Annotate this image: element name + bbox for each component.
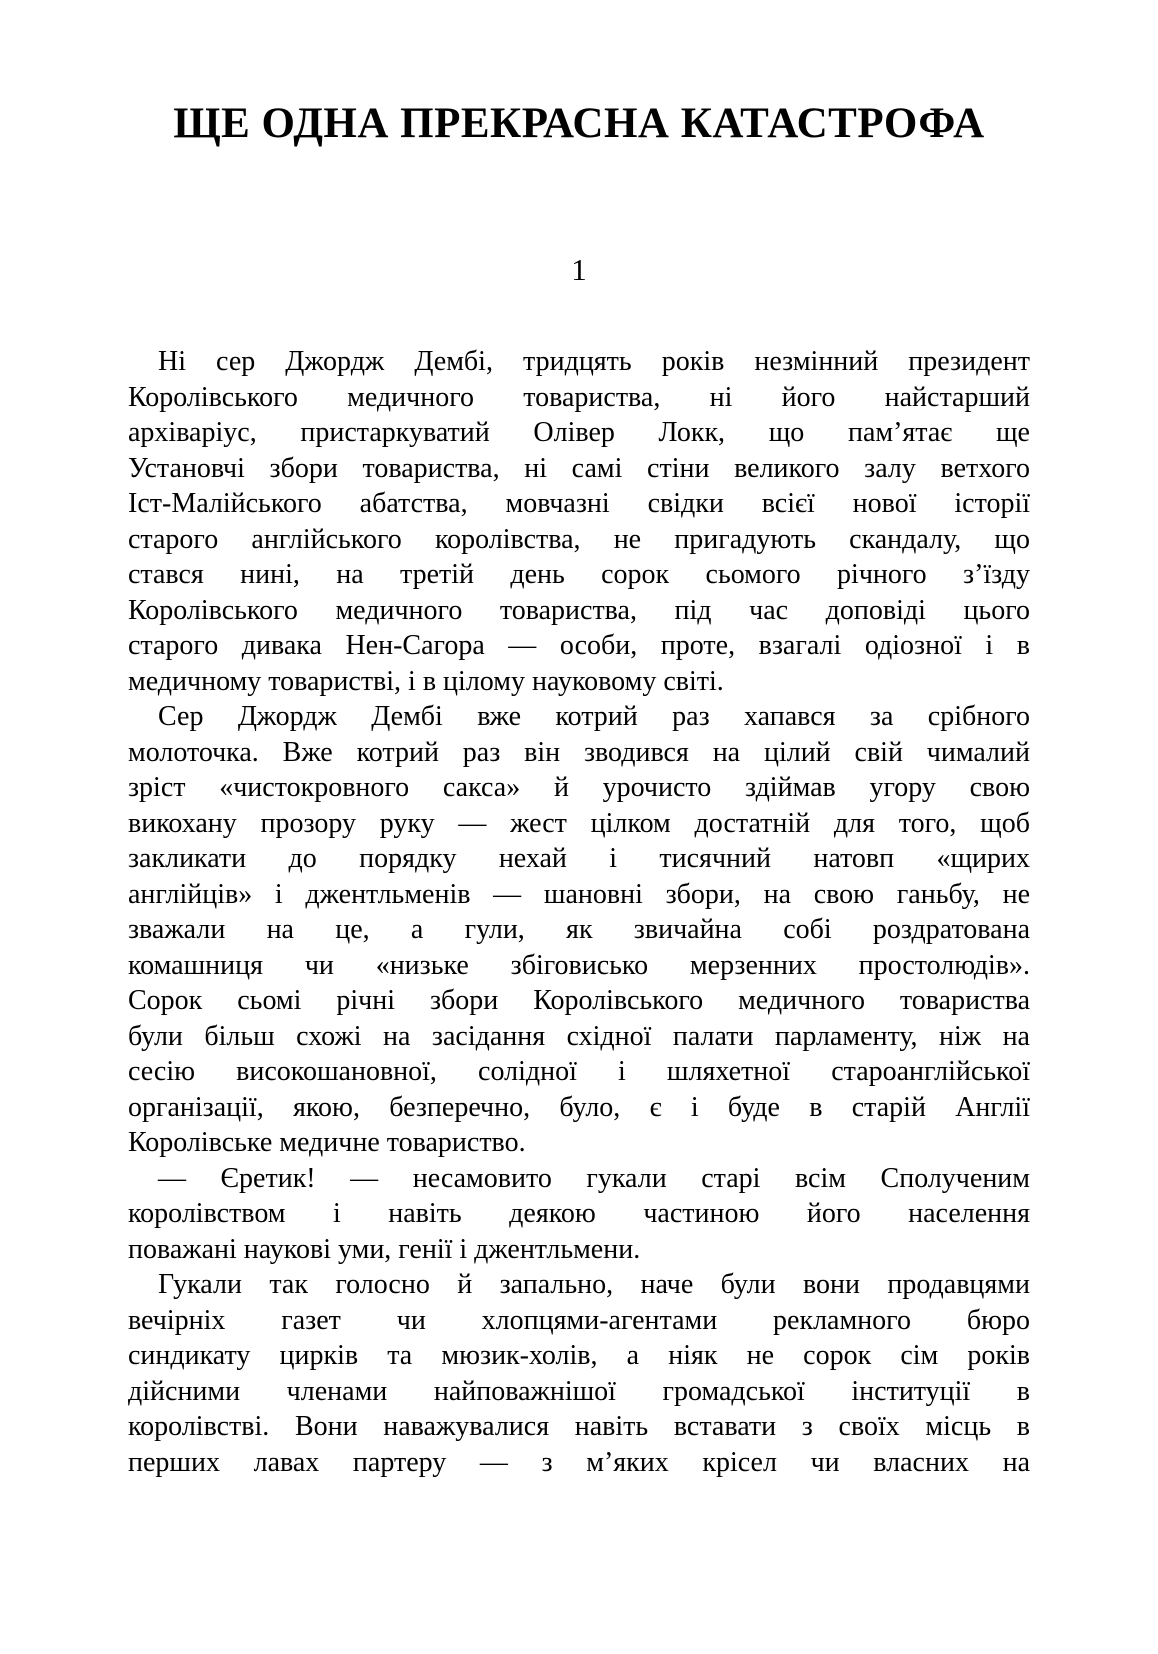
body-text bbox=[128, 344, 1030, 1480]
text-line: вечірніх газет чи хлопцями-агентами рекламного бюро bbox=[128, 1304, 1030, 1336]
text-line: Іст-Малійського абатства, мовчазні свідки всієї нової історії bbox=[128, 488, 1030, 519]
paragraph bbox=[128, 1267, 1030, 1480]
text-line: королівством і навіть деякою частиною його населення bbox=[128, 1198, 1030, 1229]
page-title: ЩЕ ОДНА ПРЕКРАСНА КАТАСТРОФА bbox=[173, 100, 985, 147]
text-line: старого дивака Нен-Сагора — особи, проте, взагалі одіозної і в bbox=[128, 630, 1030, 661]
text-line: Сер Джордж Дембі вже котрий раз хапався за срібного bbox=[158, 701, 1030, 732]
text-line: зважали на це, а гули, як звичайна собі роздратована bbox=[128, 914, 1030, 945]
text-line: синдикату цирків та мюзик-холів, а ніяк не сорок сім років bbox=[128, 1340, 1030, 1371]
paragraph bbox=[128, 699, 1030, 1161]
text-line: закликати до порядку нехай і тисячний натовп «щирих bbox=[128, 843, 1030, 874]
text-line: дійсними членами найповажнішої громадської інституції в bbox=[128, 1375, 1030, 1407]
text-line: англійців» і джентльменів — шановні збори, на свою ганьбу, не bbox=[128, 878, 1030, 910]
text-line: зріст «чистокровного сакса» й урочисто здіймав угору свою bbox=[128, 772, 1030, 803]
text-line: сесію високошановної, солідної і шляхетної староанглійської bbox=[128, 1056, 1030, 1087]
text-line: Гукали так голосно й запально, наче були вони продавцями bbox=[158, 1269, 1030, 1300]
text-line: Сорок сьомі річні збори Королівського медичного товариства bbox=[128, 985, 1030, 1016]
text-line: Королівського медичного товариства, під час доповіді цього bbox=[128, 594, 1030, 626]
text-line: молоточка. Вже котрий раз він зводився на цілий свій чималий bbox=[128, 736, 1030, 768]
text-line: комашниця чи «низьке збіговисько мерзенних простолюдів». bbox=[128, 949, 1030, 981]
text-line: медичному товаристві, і в цілому науковому світі. bbox=[128, 665, 724, 697]
text-line: Ні сер Джордж Дембі, тридцять років незмінний президент bbox=[158, 346, 1030, 377]
text-line: стався нині, на третій день сорок сьомого річного з’їзду bbox=[128, 559, 1030, 590]
text-line: Установчі збори товариства, ні самі стіни великого залу ветхого bbox=[128, 452, 1030, 484]
text-line: Королівське медичне товариство. bbox=[128, 1127, 526, 1158]
text-line: організації, якою, безперечно, було, є і буде в старій Англії bbox=[128, 1091, 1030, 1123]
text-line: архіваріус, пристаркуватий Олівер Локк, що пам’ятає ще bbox=[128, 417, 1030, 448]
text-line: були більш схожі на засідання східної палати парламенту, ніж на bbox=[128, 1020, 1030, 1052]
section-number: 1 bbox=[571, 252, 587, 287]
paragraph bbox=[128, 344, 1030, 699]
paragraph bbox=[128, 1161, 1030, 1268]
text-line: поважані наукові уми, генії і джентльмени. bbox=[128, 1233, 641, 1265]
text-line: Королівського медичного товариства, ні його найстарший bbox=[128, 381, 1030, 413]
text-line: — Єретик! — несамовито гукали старі всім Сполученим bbox=[158, 1162, 1030, 1194]
text-line: викохану прозору руку — жест цілком достатній для того, щоб bbox=[128, 807, 1030, 839]
text-line: королівстві. Вони наважувалися навіть вставати з своїх місць в bbox=[128, 1411, 1030, 1442]
text-line: старого англійського королівства, не пригадують скандалу, що bbox=[128, 523, 1030, 555]
text-line: перших лавах партеру — з м’яких крісел чи власних на bbox=[128, 1446, 1030, 1478]
